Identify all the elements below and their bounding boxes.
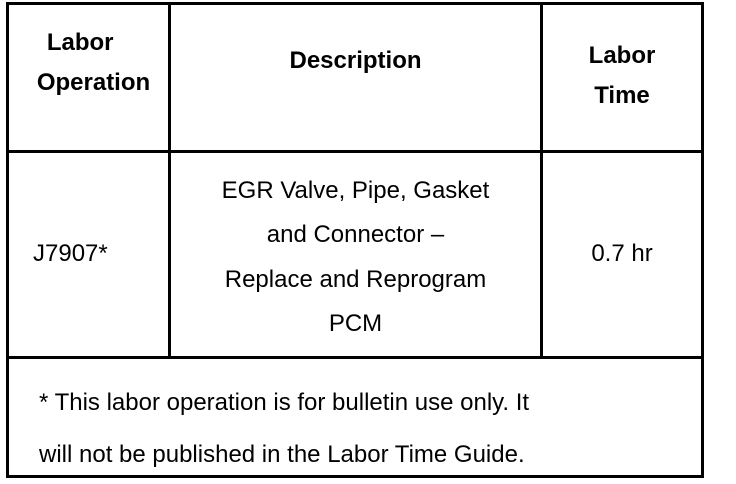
- labor-time-value: 0.7 hr: [591, 240, 653, 268]
- header-labor-operation: [9, 5, 168, 150]
- header-description: [171, 5, 540, 150]
- labor-operation-code: J7907*: [33, 240, 108, 268]
- footnote-line-1: * This labor operation is for bulletin use only. It: [39, 389, 530, 416]
- header-labor-time-line-2: Time: [594, 82, 650, 109]
- footnote: [39, 377, 529, 481]
- header-labor-operation-line-2: Operation: [36, 69, 151, 96]
- description-line-3: Replace and Reprogram: [224, 265, 487, 293]
- row-labor-operation: [9, 153, 168, 356]
- header-labor-operation-line-1: Labor: [46, 29, 114, 56]
- description-line-1: EGR Valve, Pipe, Gasket: [221, 176, 490, 204]
- description-line-2: and Connector –: [266, 221, 445, 248]
- labor-operation-table: [6, 2, 704, 478]
- row-description: [171, 153, 540, 356]
- description-text: [222, 169, 490, 347]
- description-line-4: PCM: [328, 310, 383, 337]
- header-labor-time: [543, 5, 701, 150]
- row-divider: [9, 356, 701, 359]
- header-labor-time-line-1: Labor: [588, 42, 656, 69]
- header-description-label: Description: [289, 47, 422, 74]
- row-labor-time: [543, 153, 701, 356]
- footnote-line-2: will not be published in the Labor Time Guide.: [39, 441, 525, 468]
